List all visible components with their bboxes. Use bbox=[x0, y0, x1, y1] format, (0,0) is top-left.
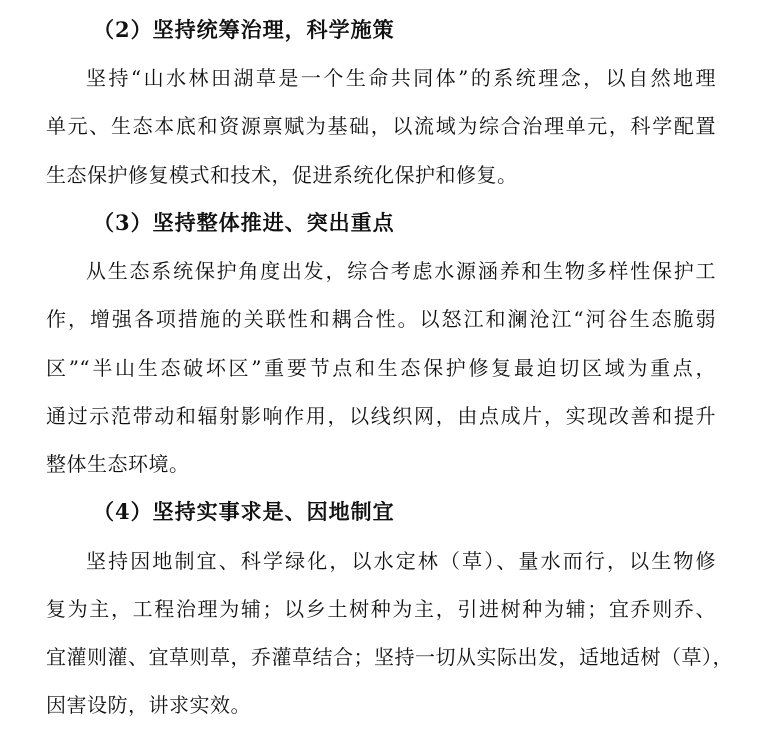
section-2-heading: （2）坚持统筹治理，科学施策 bbox=[93, 17, 395, 42]
section-3-line-4: 通过示范带动和辐射影响作用，以线织网，由点成片，实现改善和提升 bbox=[46, 404, 716, 428]
section-4-line-4: 因害设防，讲求实效。 bbox=[46, 693, 251, 717]
section-4-line-1: 坚持因地制宜、科学绿化，以水定林（草）、量水而行，以生物修 bbox=[86, 549, 716, 573]
section-4-line-3: 宜灌则灌、宜草则草，乔灌草结合；坚持一切从实际出发，适地适树（草）， bbox=[46, 645, 733, 669]
section-2-line-2: 单元、生态本底和资源禀赋为基础，以流域为综合治理单元，科学配置 bbox=[46, 114, 716, 138]
section-3-line-1: 从生态系统保护角度出发，综合考虑水源涵养和生物多样性保护工 bbox=[86, 259, 716, 283]
section-3-line-2: 作，增强各项措施的关联性和耦合性。以怒江和澜沧江“河谷生态脆弱 bbox=[46, 307, 716, 331]
section-3-line-3: 区”“半山生态破坏区”重要节点和生态保护修复最迫切区域为重点， bbox=[46, 356, 716, 380]
section-2-line-1: 坚持“山水林田湖草是一个生命共同体”的系统理念，以自然地理 bbox=[86, 66, 716, 90]
section-4-heading: （4）坚持实事求是、因地制宜 bbox=[93, 499, 395, 524]
section-3-line-5: 整体生态环境。 bbox=[46, 452, 190, 476]
section-3-heading: （3）坚持整体推进、突出重点 bbox=[93, 210, 395, 235]
section-4-line-2: 复为主，工程治理为辅；以乡土树种为主，引进树种为辅；宜乔则乔、 bbox=[46, 597, 716, 621]
section-2-line-3: 生态保护修复模式和技术，促进系统化保护和修复。 bbox=[46, 163, 518, 187]
